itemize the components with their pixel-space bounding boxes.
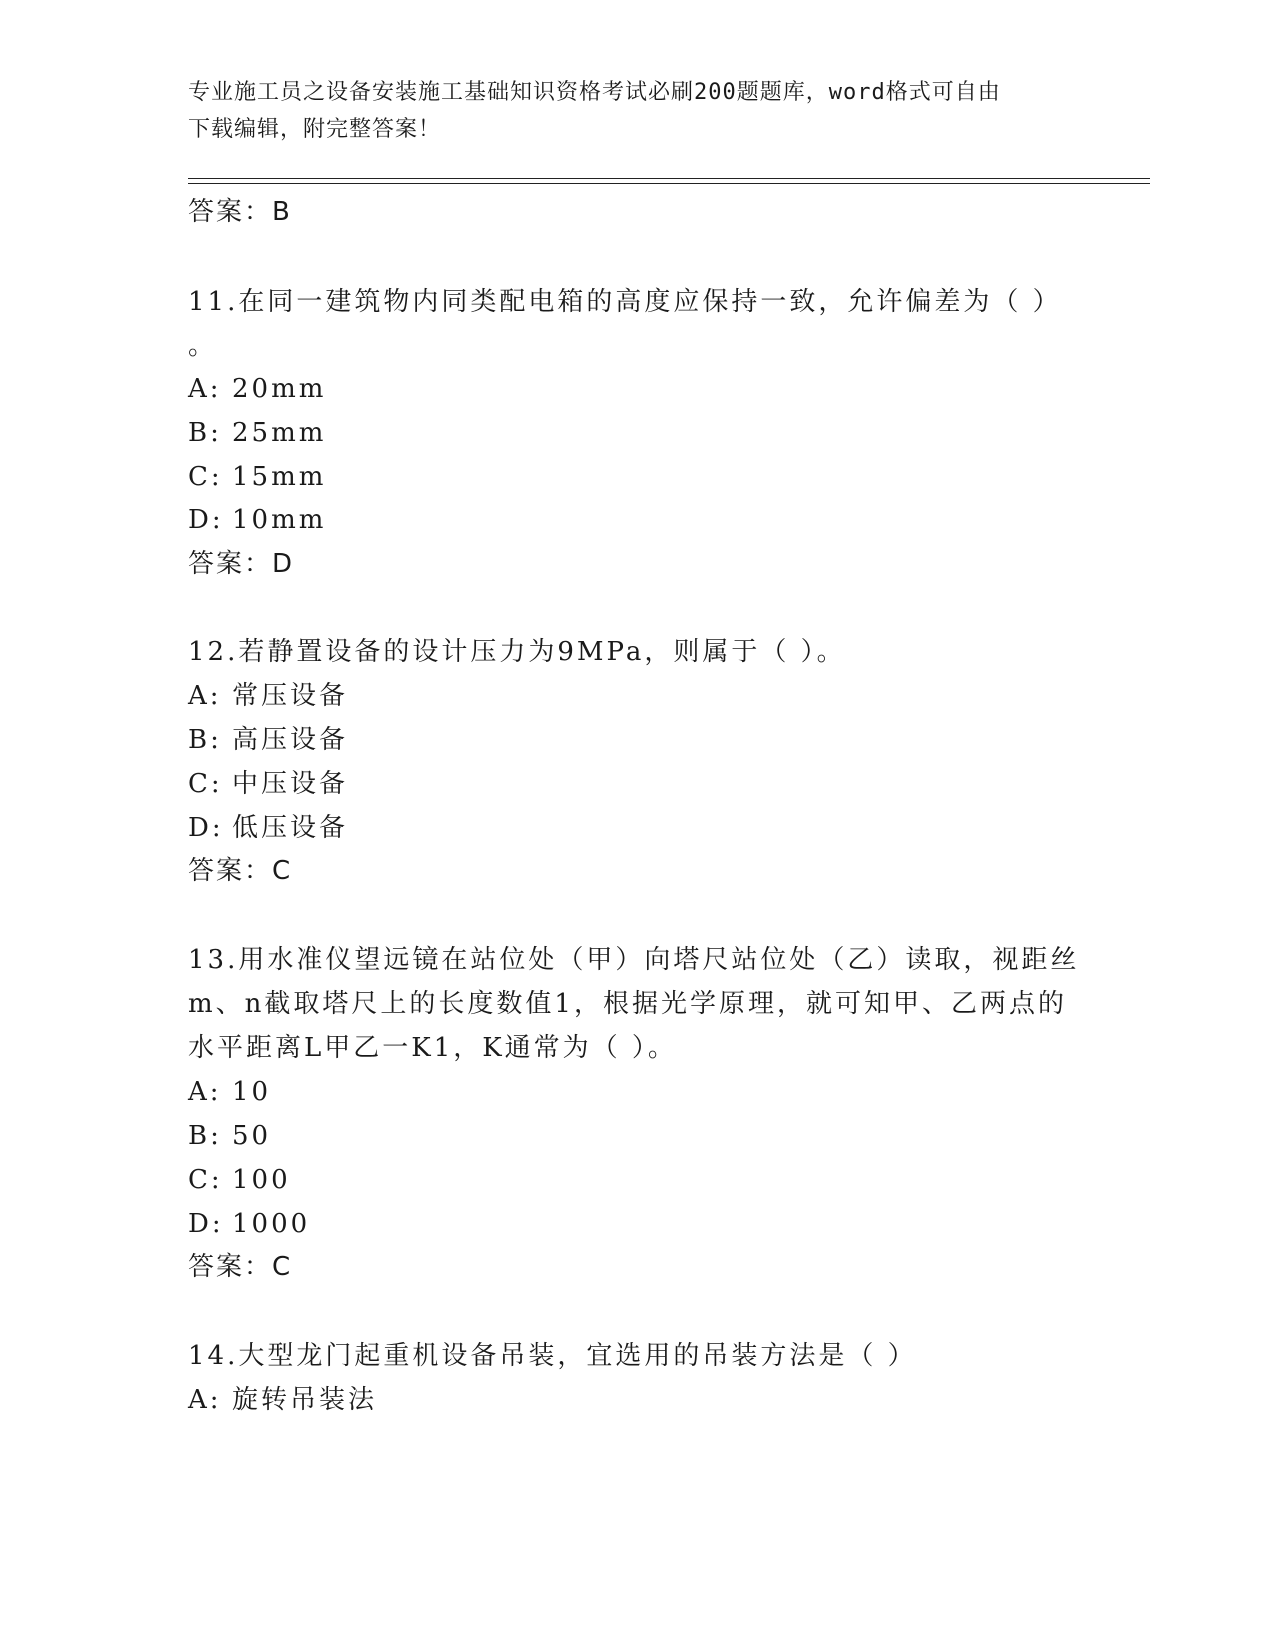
question-12-stem-line-1: 12.若静置设备的设计压力为9MPa，则属于（ ）。 bbox=[188, 637, 846, 667]
option-key: B: bbox=[188, 418, 222, 448]
option-key: B: bbox=[188, 725, 222, 755]
option-key: C: bbox=[188, 462, 223, 492]
question-12-option-d bbox=[188, 812, 348, 844]
previous-answer: 答案：B bbox=[188, 197, 292, 227]
option-text: 中压设备 bbox=[232, 769, 349, 799]
question-11-option-a bbox=[188, 373, 326, 405]
question-11-option-b bbox=[188, 417, 326, 449]
header-line-2: 下载编辑，附完整答案！ bbox=[188, 117, 442, 142]
option-text: 25mm bbox=[232, 418, 327, 448]
option-key: B: bbox=[188, 1121, 222, 1151]
question-11-answer: 答案：D bbox=[188, 549, 295, 579]
question-11-option-c bbox=[188, 461, 326, 493]
option-key: A: bbox=[188, 1385, 222, 1415]
header-divider-top bbox=[188, 178, 1150, 179]
question-13-option-d bbox=[188, 1208, 310, 1240]
question-11-stem-line-2: 。 bbox=[188, 331, 218, 361]
option-key: A: bbox=[188, 374, 222, 404]
option-text: 旋转吊装法 bbox=[232, 1385, 378, 1415]
question-13-option-b bbox=[188, 1120, 271, 1152]
question-14-stem-line-1: 14.大型龙门起重机设备吊装，宜选用的吊装方法是（ ） bbox=[188, 1341, 917, 1371]
header-line-1: 专业施工员之设备安装施工基础知识资格考试必刷200题题库，word格式可自由 bbox=[188, 80, 1001, 105]
question-12-option-b bbox=[188, 724, 348, 756]
option-text: 20mm bbox=[232, 374, 327, 404]
question-13-stem-line-2: m、n截取塔尺上的长度数值1，根据光学原理，就可知甲、乙两点的 bbox=[188, 989, 1067, 1019]
option-key: D: bbox=[188, 505, 224, 535]
document-header bbox=[188, 74, 1088, 148]
option-text: 50 bbox=[232, 1121, 272, 1151]
option-key: D: bbox=[188, 813, 224, 843]
option-text: 高压设备 bbox=[232, 725, 349, 755]
option-key: C: bbox=[188, 769, 223, 799]
question-13-stem-line-1: 13.用水准仪望远镜在站位处（甲）向塔尺站位处（乙）读取，视距丝 bbox=[188, 945, 1080, 975]
option-text: 常压设备 bbox=[232, 681, 349, 711]
option-text: 10 bbox=[232, 1077, 272, 1107]
question-11-stem-line-1: 11.在同一建筑物内同类配电箱的高度应保持一致，允许偏差为（ ） bbox=[188, 287, 1062, 317]
option-key: A: bbox=[188, 1077, 222, 1107]
question-14-option-a bbox=[188, 1384, 377, 1416]
question-12-option-a bbox=[188, 680, 348, 712]
option-text: 低压设备 bbox=[232, 813, 349, 843]
option-text: 10mm bbox=[232, 505, 327, 535]
question-13-option-a bbox=[188, 1076, 271, 1108]
question-13-answer: 答案：C bbox=[188, 1252, 293, 1282]
question-12-option-c bbox=[188, 768, 348, 800]
question-12-answer: 答案：C bbox=[188, 856, 293, 886]
header-divider-bottom bbox=[188, 183, 1150, 184]
option-key: D: bbox=[188, 1209, 224, 1239]
question-13-stem-line-3: 水平距离L甲乙一K1，K通常为（ ）。 bbox=[188, 1033, 677, 1063]
option-text: 15mm bbox=[232, 462, 327, 492]
option-key: C: bbox=[188, 1165, 223, 1195]
question-13-option-c bbox=[188, 1164, 291, 1196]
option-text: 100 bbox=[232, 1165, 291, 1195]
option-key: A: bbox=[188, 681, 222, 711]
question-11-option-d bbox=[188, 504, 326, 536]
option-text: 1000 bbox=[232, 1209, 311, 1239]
